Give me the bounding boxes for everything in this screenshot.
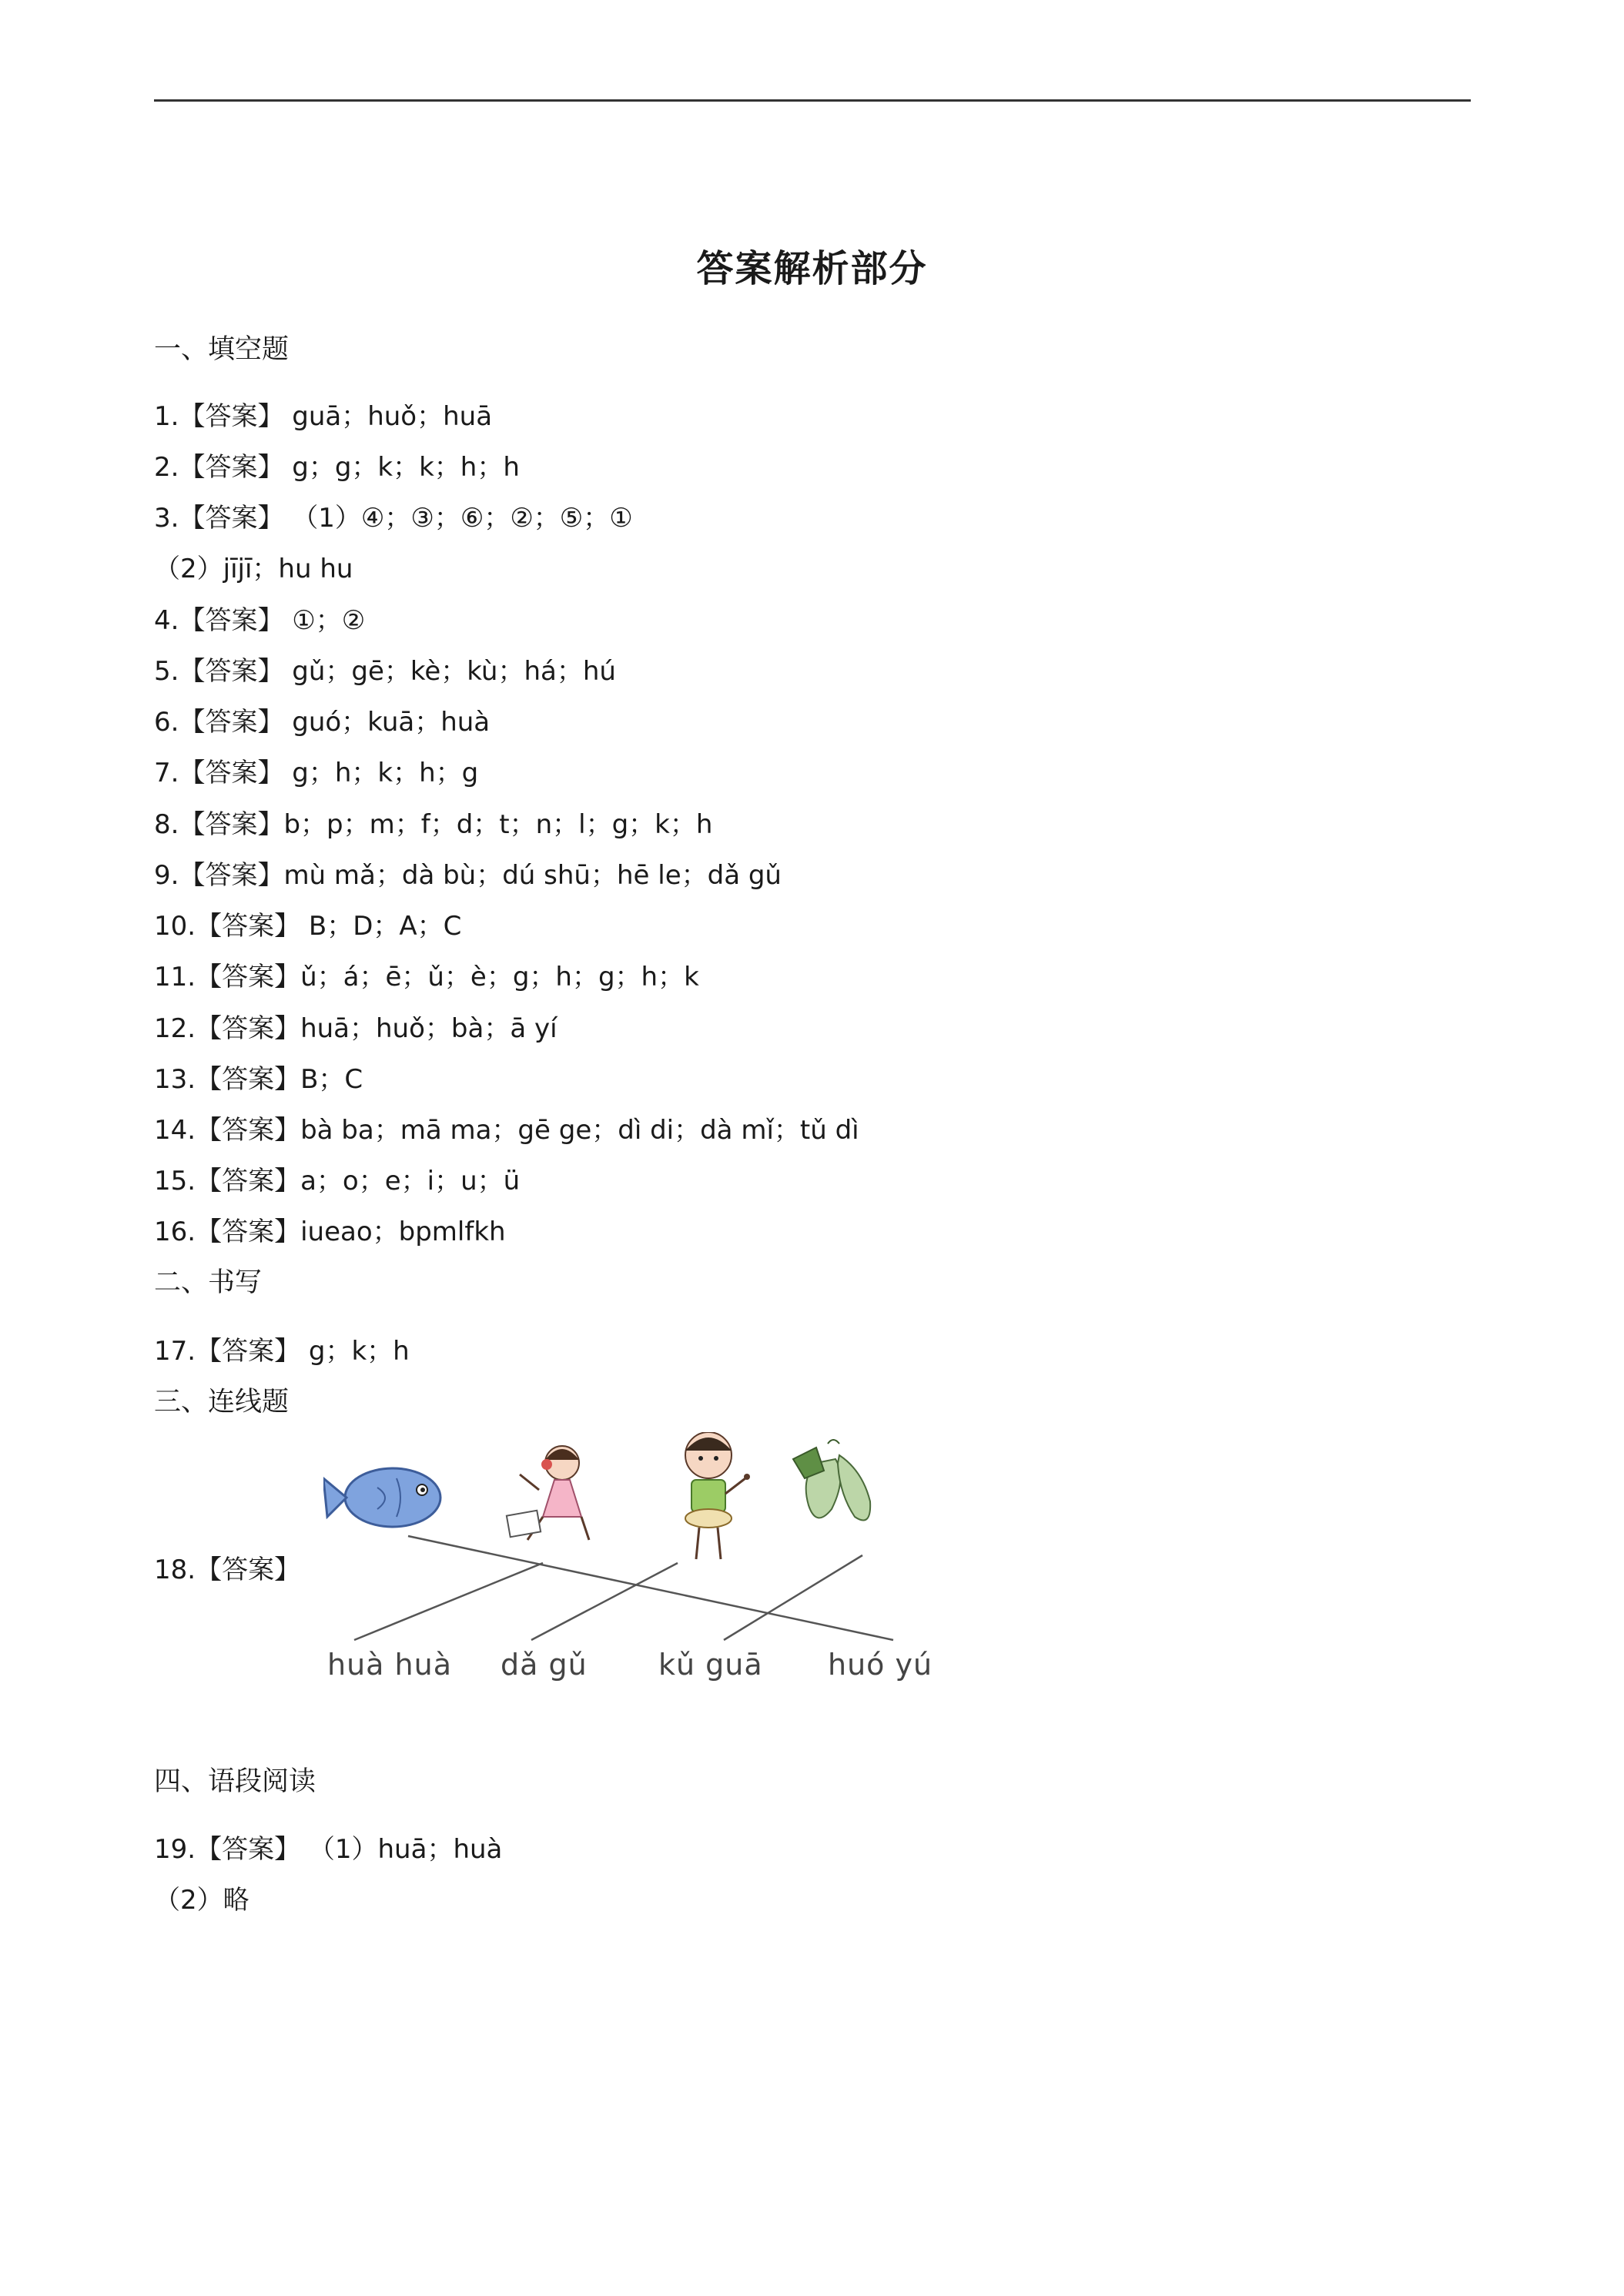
answer-line: 5.【答案】 gǔ；gē；kè；kù；há；hú: [154, 656, 616, 687]
answer-line: 6.【答案】 guó；kuā；huà: [154, 707, 491, 738]
fish-icon: [323, 1468, 440, 1527]
answer-line: 7.【答案】 g；h；k；h；g: [154, 758, 479, 788]
answer-line: 12.【答案】huā；huǒ；bà；ā yí: [154, 1013, 558, 1044]
answer-line: 15.【答案】a；o；e；i；u；ü: [154, 1166, 521, 1197]
pinyin-label: dǎ gǔ: [501, 1648, 588, 1682]
answer-line: 9.【答案】mù mǎ；dà bù；dú shū；hē le；dǎ gǔ: [154, 860, 782, 891]
section-heading-fill-blank: 一、填空题: [154, 334, 290, 365]
answer-line: 4.【答案】 ①；②: [154, 605, 366, 636]
page-title: 答案解析部分: [696, 247, 928, 290]
match-lines: [354, 1536, 893, 1640]
pinyin-label: huó yú: [828, 1648, 933, 1682]
pinyin-label: kǔ guā: [658, 1648, 763, 1682]
answer-line: 16.【答案】iueao；bpmlfkh: [154, 1217, 506, 1247]
answer-line: 13.【答案】B；C: [154, 1064, 363, 1095]
answer-line: （2）略: [154, 1885, 249, 1916]
match-line-girl: [354, 1563, 543, 1640]
match-line-melon: [724, 1555, 862, 1640]
drawing-girl-icon: [507, 1446, 589, 1540]
answer-line: 14.【答案】bà ba；mā ma；gē ge；dì di；dà mǐ；tǔ dì: [154, 1115, 859, 1146]
section-heading-writing: 二、书写: [154, 1267, 263, 1298]
answer-line: 11.【答案】ǔ；á；ē；ǔ；è；g；h；g；h；k: [154, 962, 699, 992]
section-heading-reading: 四、语段阅读: [154, 1766, 316, 1797]
answer-line: 8.【答案】b；p；m；f；d；t；n；l；g；k；h: [154, 809, 713, 840]
pinyin-label: huà huà: [327, 1648, 452, 1682]
drumming-boy-icon: [685, 1432, 750, 1559]
answer-line: 2.【答案】 g；g；k；k；h；h: [154, 452, 520, 483]
match-line-boy: [531, 1563, 678, 1640]
section-heading-matching: 三、连线题: [154, 1387, 290, 1417]
header-rule: [154, 99, 1471, 102]
answer-line: 3.【答案】 （1）④；③；⑥；②；⑤；①: [154, 503, 633, 534]
answer-line: 1.【答案】 guā；huǒ；huā: [154, 401, 493, 432]
answer-line: 18.【答案】: [154, 1555, 301, 1585]
bitter-melon-icon: [793, 1440, 870, 1521]
answer-line: 10.【答案】 B；D；A；C: [154, 911, 462, 942]
answer-line: （2）jījī；hu hu: [154, 554, 353, 584]
answer-line: 19.【答案】 （1）huā；huà: [154, 1834, 503, 1865]
answer-line: 17.【答案】 g；k；h: [154, 1336, 410, 1367]
